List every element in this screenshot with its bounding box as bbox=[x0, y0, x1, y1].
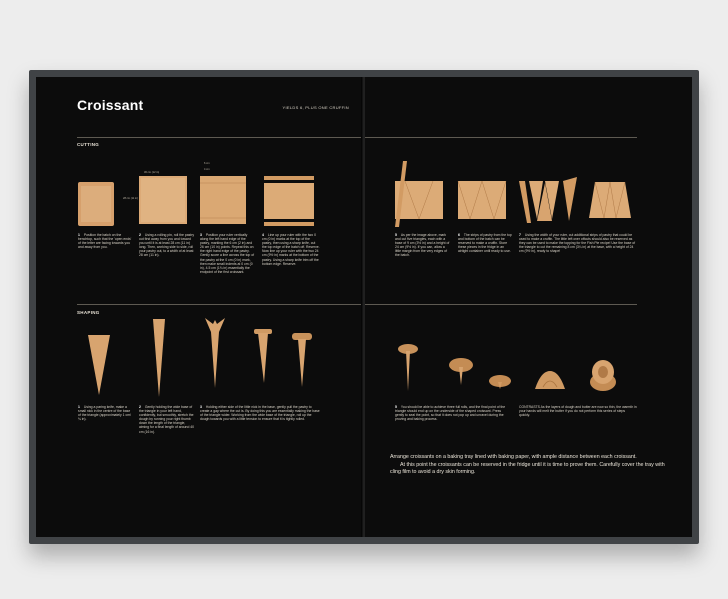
contrasts-note: CONTRASTS As the layers of dough and butter are now so thin, the warmth in your hands will melt the butter if you do not perform this series of steps quickly. bbox=[519, 405, 637, 418]
photo-triangle bbox=[88, 335, 112, 397]
shaping-step-1: 1 Using a paring knife, make a small nick in the centre of the base of the triangle (approximately 1 cm/ ¾ in). bbox=[78, 405, 131, 422]
note-paragraph-2: At this point the croissants can be reserved in the fridge until it is time to prove them. Carefully cover the tray with cling film to avoid a dry skin forming. bbox=[390, 462, 665, 475]
page-title: Croissant bbox=[77, 97, 144, 113]
note-paragraph-1: Arrange croissants on a baking tray lined with baking paper, with ample distance between each croissant. bbox=[390, 454, 637, 460]
shaping-step-5: 5 You should be able to achieve three full rolls, and the final point of the triangle should end up on the underside of the shaped croissant. Press gently to seal the point, so that it does not pop up and unravel during the proving and baking process. bbox=[395, 405, 506, 422]
photo-shaped-croissant bbox=[533, 369, 567, 391]
photo-rolled-partial bbox=[292, 333, 314, 389]
photo-rolled bbox=[139, 176, 189, 226]
photo-roll-2 bbox=[449, 357, 473, 387]
dim-width: 30 cm (12 in) bbox=[144, 171, 160, 174]
photo-nicked bbox=[205, 318, 227, 390]
dim-mark-6: 6 cm bbox=[204, 162, 210, 165]
yields-label: YIELDS 6, PLUS ONE CRUFFIN bbox=[282, 105, 349, 110]
shaping-step-3: 3 Holding either side of the little nick in the base, gently pull the pastry to create a gap where the cut is. By doing this you are essentially making the base of the triangle wider. Working from the wide base of the triangle, roll up the dough towards you with a little tension to ensure that it is tightly rolled. bbox=[200, 405, 320, 422]
shaping-step-2: 2 Gently holding the wide base of the triangle in your left hand, confidently, but smoothly, stretch the dough by running your right thumb down the length of the triangle, aiming for a final length of around 40 cm (16 in). bbox=[139, 405, 195, 434]
photo-batch bbox=[78, 182, 114, 226]
cutting-step-1: 1 Position the batch on the benchtop, such that the 'open ends' of the letter are facing towards you and away from you. bbox=[78, 233, 132, 250]
top-rule-right bbox=[365, 137, 637, 138]
cutting-step-7: 7 Using the width of your ruler, cut additional strips of pastry that could be used to make a cruffin. The little left over offcuts should also be reserved as they can be used to make the topping for the Fish Pie recipe! Use the base of the triangle to cut the remaining 8 cm (3¼ in) at the base, with a height of 24 cm (9½ in), ready to shape! bbox=[519, 233, 636, 254]
photo-roll-3 bbox=[489, 374, 511, 390]
photo-triangles-cut bbox=[519, 177, 581, 227]
dim-mark-4: 4 cm bbox=[204, 168, 210, 171]
cutting-step-4: 4 Line up your ruler with the two 0 cm (0 in) marks at the top of the pastry, then using a sharp knife, cut the top edge of the batch off. Reserve. Now line up your ruler with the two 24 cm (9½ in) marks at the bottom of the pastry. Using a sharp knife trim off the bottom edge. Reserve. bbox=[262, 233, 320, 266]
photo-cruffin bbox=[589, 358, 617, 392]
top-rule bbox=[77, 137, 363, 138]
middle-rule bbox=[77, 304, 363, 305]
dim-height: 28 cm (11 in) bbox=[123, 197, 138, 200]
proving-note bbox=[390, 454, 670, 477]
cutting-step-3: 3 Position your ruler vertically along the left hand edge of the pastry, marking the 6 cm (2 in) and 26 cm (10 in) points. Repeat this on the right hand edge of the pastry. Gently score a line across the top of the pastry at the 0 cm (0 in) mark, then make small indents at 0 cm (0 in), 4.5 cm (1¾ in) essentially the endpoint of the first croissant. bbox=[200, 233, 255, 274]
cutting-step-5: 5 As per the image above, mark and cut five triangles, each with a base of 9 cm (3½ in) and a height of 24 cm (9½ in). If you can, allow a little margin from the very edges of the batch. bbox=[395, 233, 450, 258]
cutting-step-2: 2 Using a rolling pin, roll the pastry out first away from you and toward you until it is at least 28 cm (11 in) long. Then, working side to side, roll your pastry out, to a width of at least 28 cm (11 in). bbox=[139, 233, 195, 258]
right-page bbox=[365, 77, 692, 537]
photo-trimmed bbox=[262, 176, 320, 226]
section-cutting: CUTTING bbox=[77, 142, 100, 147]
photo-strips-removed bbox=[458, 181, 508, 225]
photo-triangles-marked bbox=[395, 161, 447, 231]
photo-roll-1 bbox=[398, 343, 418, 393]
photo-stretched bbox=[153, 319, 167, 399]
left-page bbox=[36, 77, 363, 537]
photo-rolling bbox=[254, 327, 274, 387]
photo-marked bbox=[200, 176, 250, 226]
section-shaping: SHAPING bbox=[77, 310, 100, 315]
cutting-step-6: 6 The strips of pastry from the top and bottom of the batch can be reserved to make a cruffin. Store these pieces in the fridge in an airtight container until ready to use. bbox=[458, 233, 512, 254]
photo-trapezoid bbox=[589, 182, 631, 224]
middle-rule-right bbox=[365, 304, 637, 305]
